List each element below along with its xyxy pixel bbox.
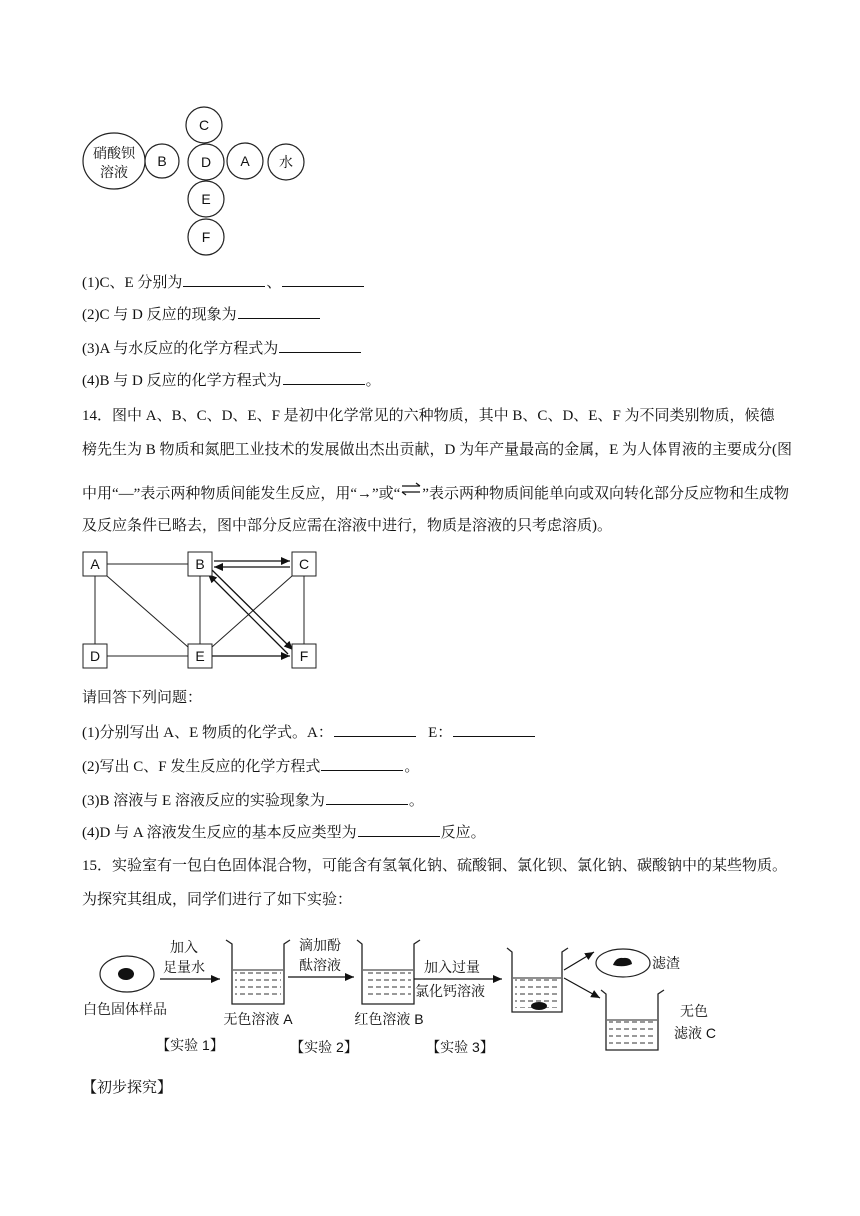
filtrate-label-a: 无色 <box>680 1003 708 1019</box>
answer-blank[interactable] <box>453 722 535 737</box>
q15-stem-line-1: 15．实验室有一包白色固体混合物，可能含有氢氧化钠、硫酸铜、氯化钡、氯化钠、碳酸钠中的某些物质。 <box>82 858 788 874</box>
answer-blank[interactable] <box>321 756 403 771</box>
experiment-flow-diagram <box>80 928 720 1068</box>
white-solid-sample <box>118 968 134 980</box>
circle-f-label: F <box>201 229 211 245</box>
circle-c-label: C <box>198 117 210 133</box>
beaker-a <box>226 940 290 1004</box>
box-diagram <box>80 548 340 678</box>
step1-label-a: 加入 <box>170 939 198 955</box>
q14-item-2-text: (2)写出 C、F 发生反应的化学方程式 <box>82 759 321 775</box>
q13-item-4-end: 。 <box>365 373 381 389</box>
q14-stem-line-3a: 中用“—”表示两种物质间能发生反应，用“→”或“ <box>82 486 401 502</box>
circle-water-label: 水 <box>279 154 293 170</box>
circle-e-label: E <box>201 191 211 207</box>
arrow-to-residue <box>564 952 594 970</box>
box-a-label: A <box>90 556 100 572</box>
step3-label-a: 加入过量 <box>424 959 480 975</box>
q14-item-4-end: 反应。 <box>440 825 486 841</box>
q14-item-2 <box>82 756 419 777</box>
box-f-label: F <box>299 648 309 664</box>
q13-item-1-text: (1)C、E 分别为 <box>82 275 183 291</box>
q14-stem-line-2: 榜先生为 B 物质和氮肥工业技术的发展做出杰出贡献，D 为年产量最高的金属，E 为人体胃液的主要成分(图 <box>82 442 792 458</box>
circle-diagram <box>80 104 410 264</box>
circle-a-label: A <box>240 153 250 169</box>
q13-item-1-sep: 、 <box>266 275 282 291</box>
step3-label-b: 氯化钙溶液 <box>415 983 485 999</box>
q14-stem-line-3 <box>82 482 789 504</box>
box-e-label: E <box>195 648 205 664</box>
answer-blank[interactable] <box>183 272 265 287</box>
arrow-to-filtrate <box>564 978 600 998</box>
q14-item-1-text: (1)分别写出 A、E 物质的化学式。A： <box>82 725 333 741</box>
circle-d-label: D <box>200 154 212 170</box>
q14-item-2-end: 。 <box>404 759 420 775</box>
q14-stem-line-1: 14．图中 A、B、C、D、E、F 是初中化学常见的六种物质，其中 B、C、D、E、F 为不同类别物质，候德 <box>82 408 775 424</box>
circle-b-label: B <box>157 153 167 169</box>
section-heading: 【初步探究】 <box>82 1080 173 1096</box>
answer-blank[interactable] <box>282 272 364 287</box>
q13-item-3 <box>82 338 362 359</box>
experiment-1-label: 【实验 1】 <box>156 1037 224 1053</box>
answer-blank[interactable] <box>326 790 408 805</box>
step1-label-b: 足量水 <box>163 959 205 975</box>
step2-label-a: 滴加酚 <box>299 937 341 953</box>
q13-item-1 <box>82 272 365 293</box>
q14-item-3-text: (3)B 溶液与 E 溶液反应的实验现象为 <box>82 793 325 809</box>
q13-item-2-text: (2)C 与 D 反应的现象为 <box>82 307 237 323</box>
q13-item-4-text: (4)B 与 D 反应的化学方程式为 <box>82 373 282 389</box>
residue-label: 滤渣 <box>652 955 680 971</box>
solution-b-label: 红色溶液 B <box>354 1011 424 1027</box>
step2-label-b: 酞溶液 <box>299 957 341 973</box>
double-arrow-icon <box>400 482 422 496</box>
box-d-label: D <box>89 648 101 664</box>
q14-stem-line-3b: ”表示两种物质间能单向或双向转化部分反应物和生成物 <box>422 486 789 502</box>
beaker-3 <box>507 948 568 1012</box>
box-b-label: B <box>195 556 205 572</box>
q14-item-4-text: (4)D 与 A 溶液发生反应的基本反应类型为 <box>82 825 357 841</box>
barium-nitrate-label-1: 硝酸钡 <box>93 145 135 161</box>
barium-nitrate-label-2: 溶液 <box>100 164 128 180</box>
answer-blank[interactable] <box>238 304 320 319</box>
q14-stem-line-4: 及反应条件已略去，图中部分反应需在溶液中进行，物质是溶液的只考虑溶质)。 <box>82 518 612 534</box>
q13-item-4 <box>82 370 381 391</box>
barium-nitrate-circle <box>83 133 145 189</box>
sample-label: 白色固体样品 <box>83 1001 167 1017</box>
answer-blank[interactable] <box>334 722 416 737</box>
q14-prompt: 请回答下列问题： <box>82 690 203 706</box>
q13-item-2 <box>82 304 321 325</box>
q13-item-3-text: (3)A 与水反应的化学方程式为 <box>82 341 279 357</box>
answer-blank[interactable] <box>279 338 361 353</box>
q14-item-3-end: 。 <box>408 793 424 809</box>
filtrate-label-b: 滤液 C <box>674 1025 716 1041</box>
q14-item-3 <box>82 790 424 811</box>
experiment-2-label: 【实验 2】 <box>290 1039 358 1055</box>
beaker-c <box>601 990 664 1050</box>
answer-blank[interactable] <box>358 822 440 837</box>
experiment-3-label: 【实验 3】 <box>426 1039 494 1055</box>
answer-blank[interactable] <box>283 370 365 385</box>
box-c-label: C <box>298 556 310 572</box>
q14-item-4 <box>82 822 486 843</box>
beaker-b <box>357 940 420 1004</box>
q15-stem-line-2: 为探究其组成，同学们进行了如下实验： <box>82 892 353 908</box>
solution-a-label: 无色溶液 A <box>223 1011 293 1027</box>
q14-item-1-e: E： <box>428 725 453 741</box>
q14-item-1 <box>82 722 536 743</box>
